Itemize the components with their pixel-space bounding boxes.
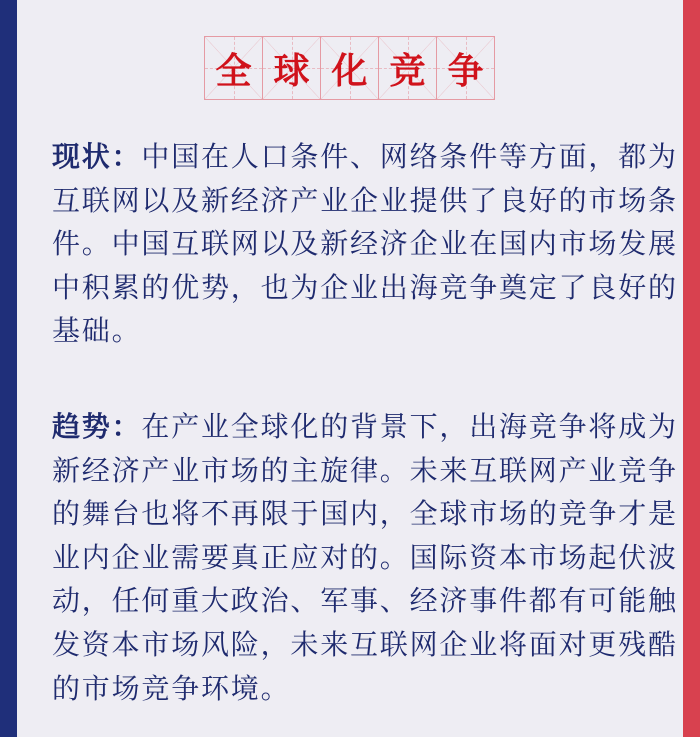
text-line: 新经济产业市场的主旋律。未来互联网产业竞争 <box>52 453 678 487</box>
text-line: 的舞台也将不再限于国内，全球市场的竞争才是 <box>52 497 678 531</box>
right-red-border <box>683 0 700 737</box>
text-line: 中积累的优势，也为企业出海竞争奠定了良好的 <box>52 270 678 304</box>
title-char: 化 <box>331 50 368 92</box>
title-grid-cell <box>378 36 437 100</box>
left-blue-border <box>0 0 17 737</box>
text-line <box>52 405 678 449</box>
title-grid-cell <box>436 36 495 100</box>
title-grid-cell <box>204 36 263 100</box>
text-line: 业内企业需要真正应对的。国际资本市场起伏波 <box>52 540 678 574</box>
text-line: 的市场竞争环境。 <box>52 671 291 705</box>
text-line: 件。中国互联网以及新经济企业在国内市场发展 <box>52 227 678 261</box>
title-grid-cell <box>262 36 321 100</box>
text-line: 基础。 <box>52 314 142 348</box>
section-status <box>52 135 678 353</box>
line-text: 中国在人口条件、网络条件等方面，都为 <box>141 140 678 173</box>
title-char: 争 <box>447 50 484 92</box>
text-line: 发资本市场风险，未来互联网企业将面对更残酷 <box>52 627 678 661</box>
text-line: 动，任何重大政治、军事、经济事件都有可能触 <box>52 584 678 618</box>
page-title <box>205 36 495 100</box>
line-text: 在产业全球化的背景下，出海竞争将成为 <box>141 410 678 443</box>
section-trend <box>52 405 678 710</box>
title-char: 竞 <box>389 50 426 92</box>
section-label: 趋势： <box>52 410 142 443</box>
text-line: 互联网以及新经济产业企业提供了良好的市场条 <box>52 183 678 217</box>
text-line <box>52 135 678 179</box>
title-grid-cell <box>320 36 379 100</box>
section-label: 现状： <box>52 140 142 173</box>
title-char: 全 <box>215 50 252 92</box>
title-char: 球 <box>273 50 310 92</box>
